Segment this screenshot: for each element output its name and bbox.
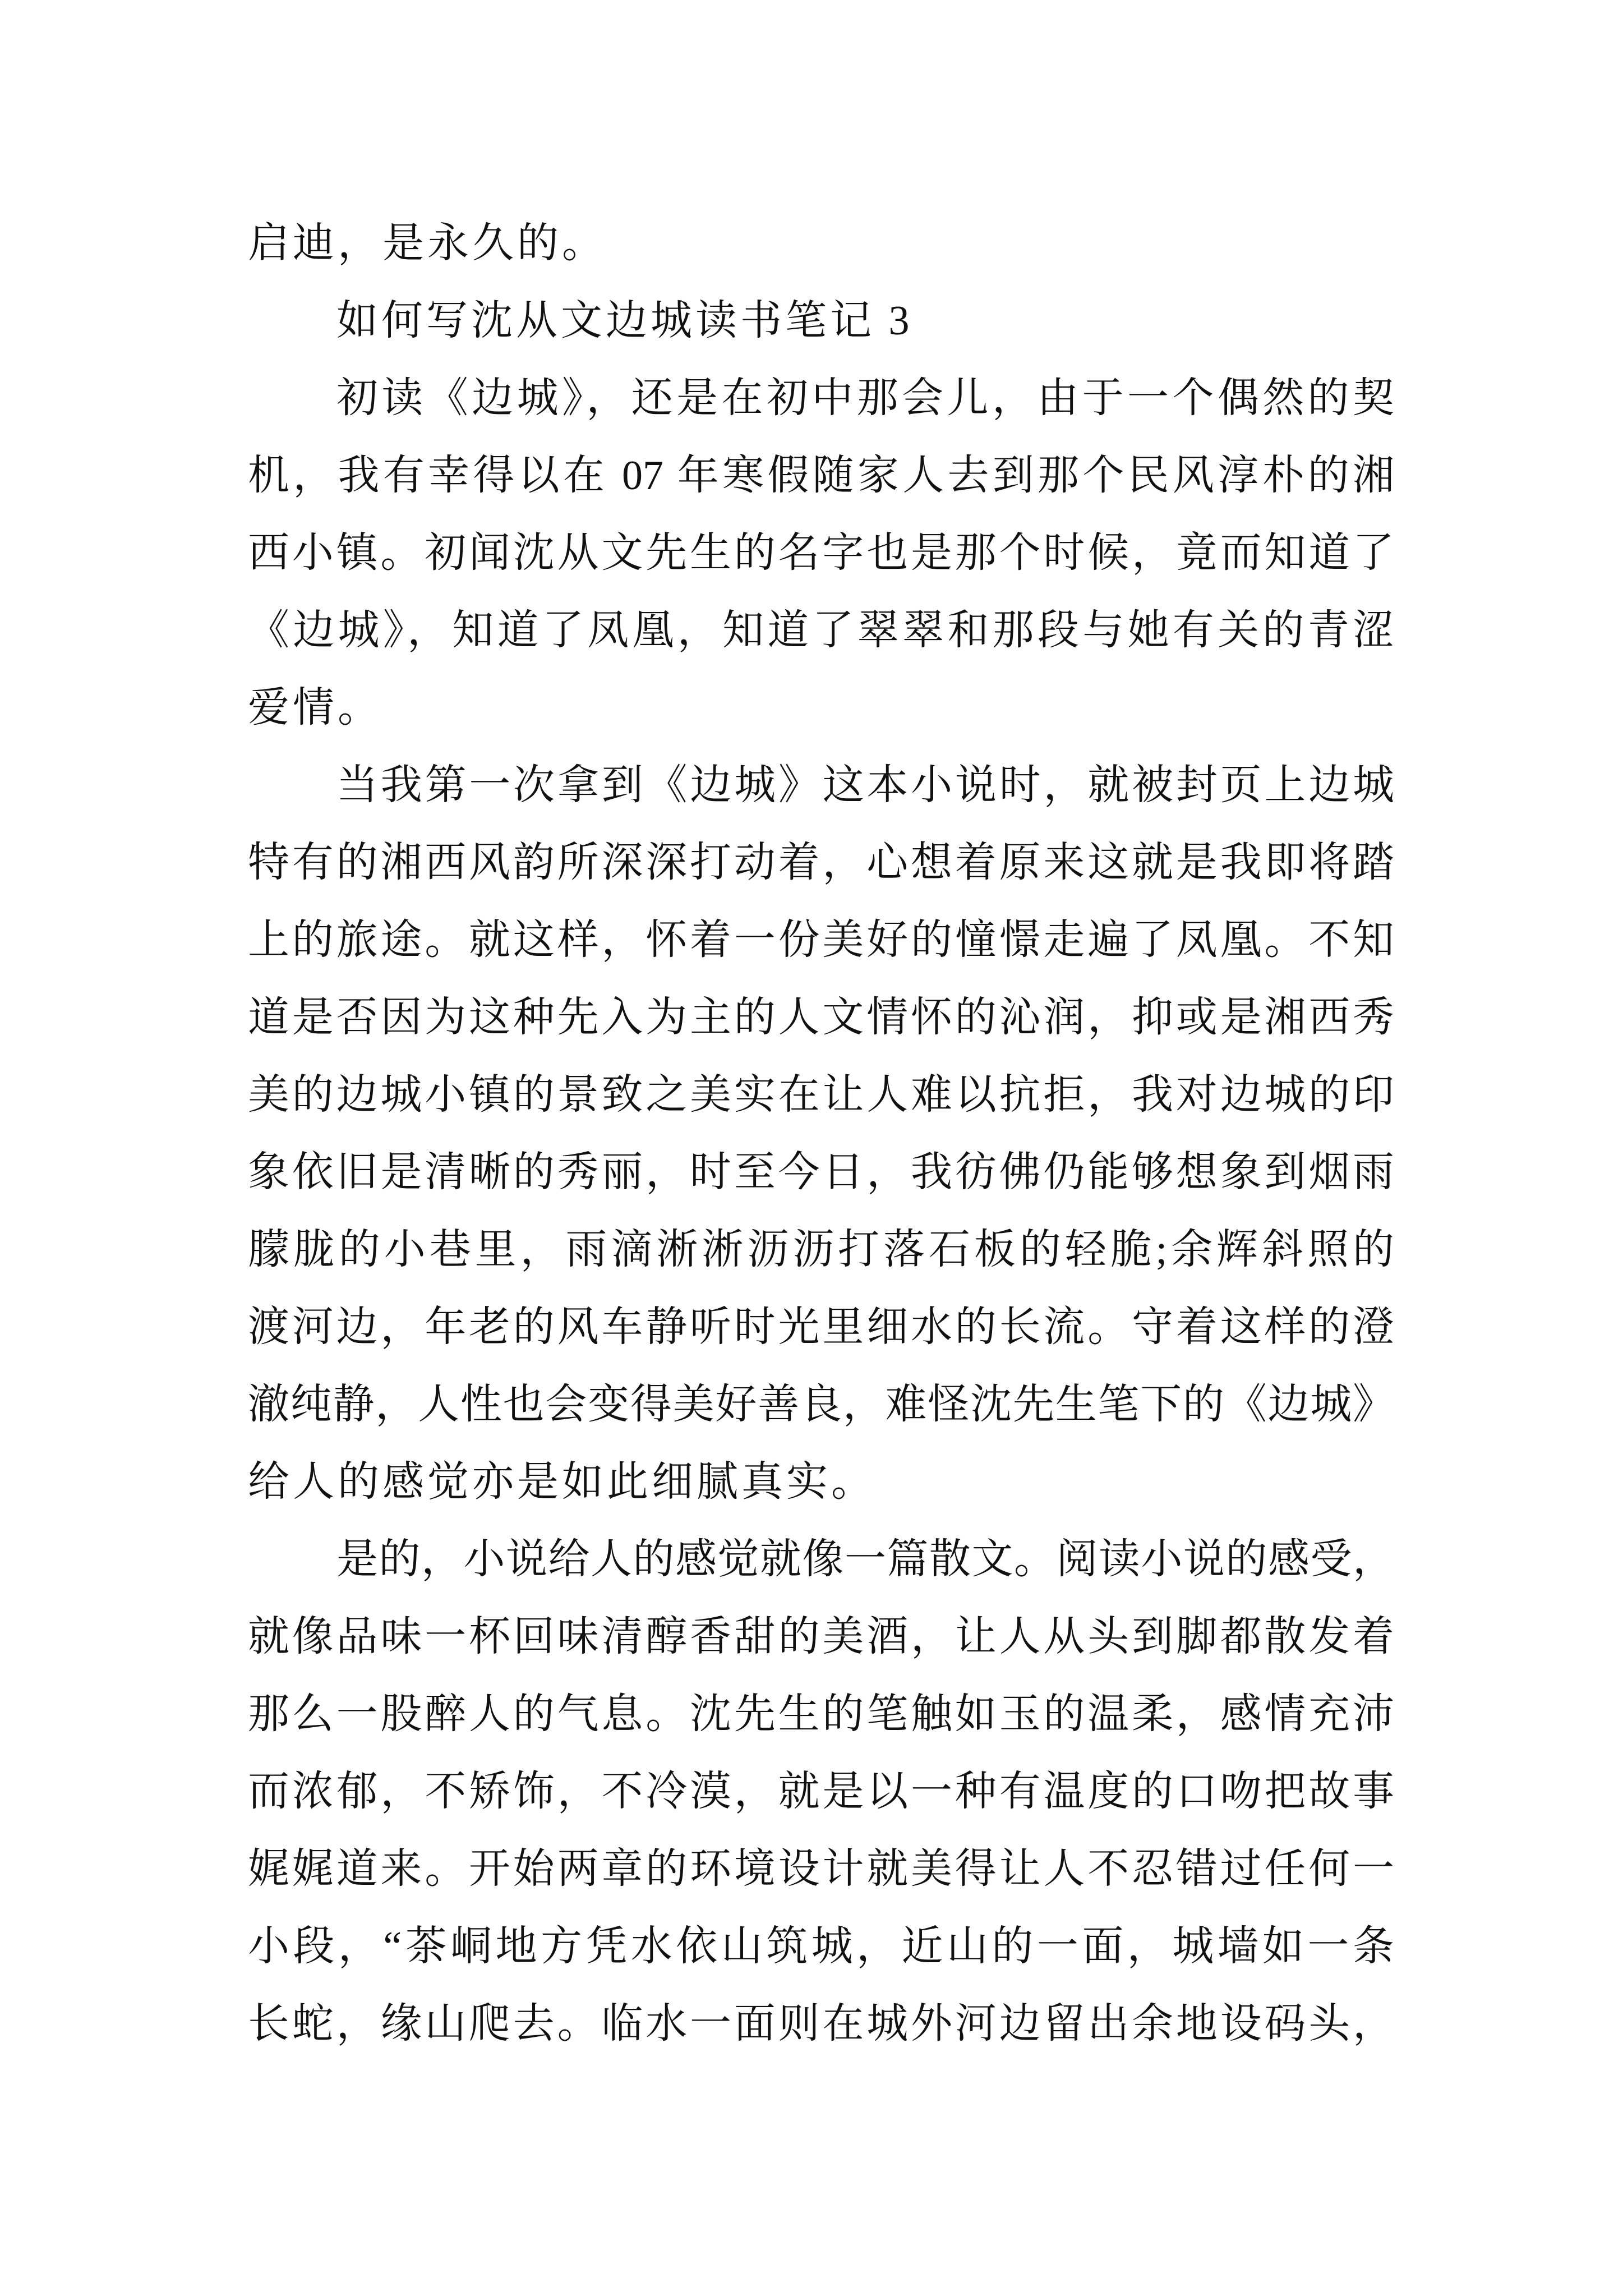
- paragraph-3: [248, 1521, 1394, 2063]
- paragraph-line: 渡河边，年老的风车静听时光里细水的长流。守着这样的澄: [248, 1304, 1394, 1350]
- paragraph-line: 而浓郁，不矫饰，不冷漠，就是以一种有温度的口吻把故事: [248, 1769, 1394, 1815]
- continued-paragraph: [248, 205, 1394, 282]
- paragraph-line: 象依旧是清晰的秀丽，时至今日，我彷佛仍能够想象到烟雨: [248, 1149, 1394, 1195]
- paragraph-1: [248, 360, 1394, 747]
- paragraph-line: 美的边城小镇的景致之美实在让人难以抗拒，我对边城的印: [248, 1072, 1394, 1118]
- paragraph-line: 西小镇。初闻沈从文先生的名字也是那个时候，竟而知道了: [248, 530, 1394, 576]
- paragraph-line: 初读《边城》，还是在初中那会儿，由于一个偶然的契: [336, 375, 1394, 421]
- paragraph-line: 长蛇，缘山爬去。临水一面则在城外河边留出余地设码头，: [248, 2001, 1394, 2047]
- paragraph-line: 机，我有幸得以在 07 年寒假随家人去到那个民风淳朴的湘: [248, 453, 1394, 499]
- paragraph-2: [248, 747, 1394, 1521]
- paragraph-line: 是的，小说给人的感觉就像一篇散文。阅读小说的感受，: [336, 1536, 1394, 1582]
- paragraph-line: 小段，“茶峒地方凭水依山筑城，近山的一面，城墙如一条: [248, 1924, 1394, 1970]
- section-heading: 如何写沈从文边城读书笔记 3: [336, 298, 913, 344]
- paragraph-line: 朦胧的小巷里，雨滴淅淅沥沥打落石板的轻脆;余辉斜照的: [248, 1227, 1394, 1273]
- document-body: [248, 205, 1394, 2063]
- paragraph-line: 娓娓道来。开始两章的环境设计就美得让人不忍错过任何一: [248, 1846, 1394, 1892]
- paragraph-line: 给人的感觉亦是如此细腻真实。: [248, 1459, 876, 1505]
- paragraph-line: 特有的湘西风韵所深深打动着，心想着原来这就是我即将踏: [248, 840, 1394, 886]
- paragraph-line: 爱情。: [248, 685, 382, 731]
- paragraph-line: 《边城》，知道了凤凰，知道了翠翠和那段与她有关的青涩: [248, 608, 1394, 654]
- paragraph-line: 那么一股醉人的气息。沈先生的笔触如玉的温柔，感情充沛: [248, 1691, 1394, 1737]
- paragraph-line: 启迪，是永久的。: [248, 220, 607, 266]
- paragraph-line: 上的旅途。就这样，怀着一份美好的憧憬走遍了凤凰。不知: [248, 917, 1394, 963]
- paragraph-line: 道是否因为这种先入为主的人文情怀的沁润，抑或是湘西秀: [248, 995, 1394, 1041]
- paragraph-line: 当我第一次拿到《边城》这本小说时，就被封页上边城: [336, 762, 1394, 808]
- paragraph-line: 就像品味一杯回味清醇香甜的美酒，让人从头到脚都散发着: [248, 1614, 1394, 1660]
- paragraph-line: 澈纯静，人性也会变得美好善良，难怪沈先生笔下的《边城》: [248, 1382, 1394, 1428]
